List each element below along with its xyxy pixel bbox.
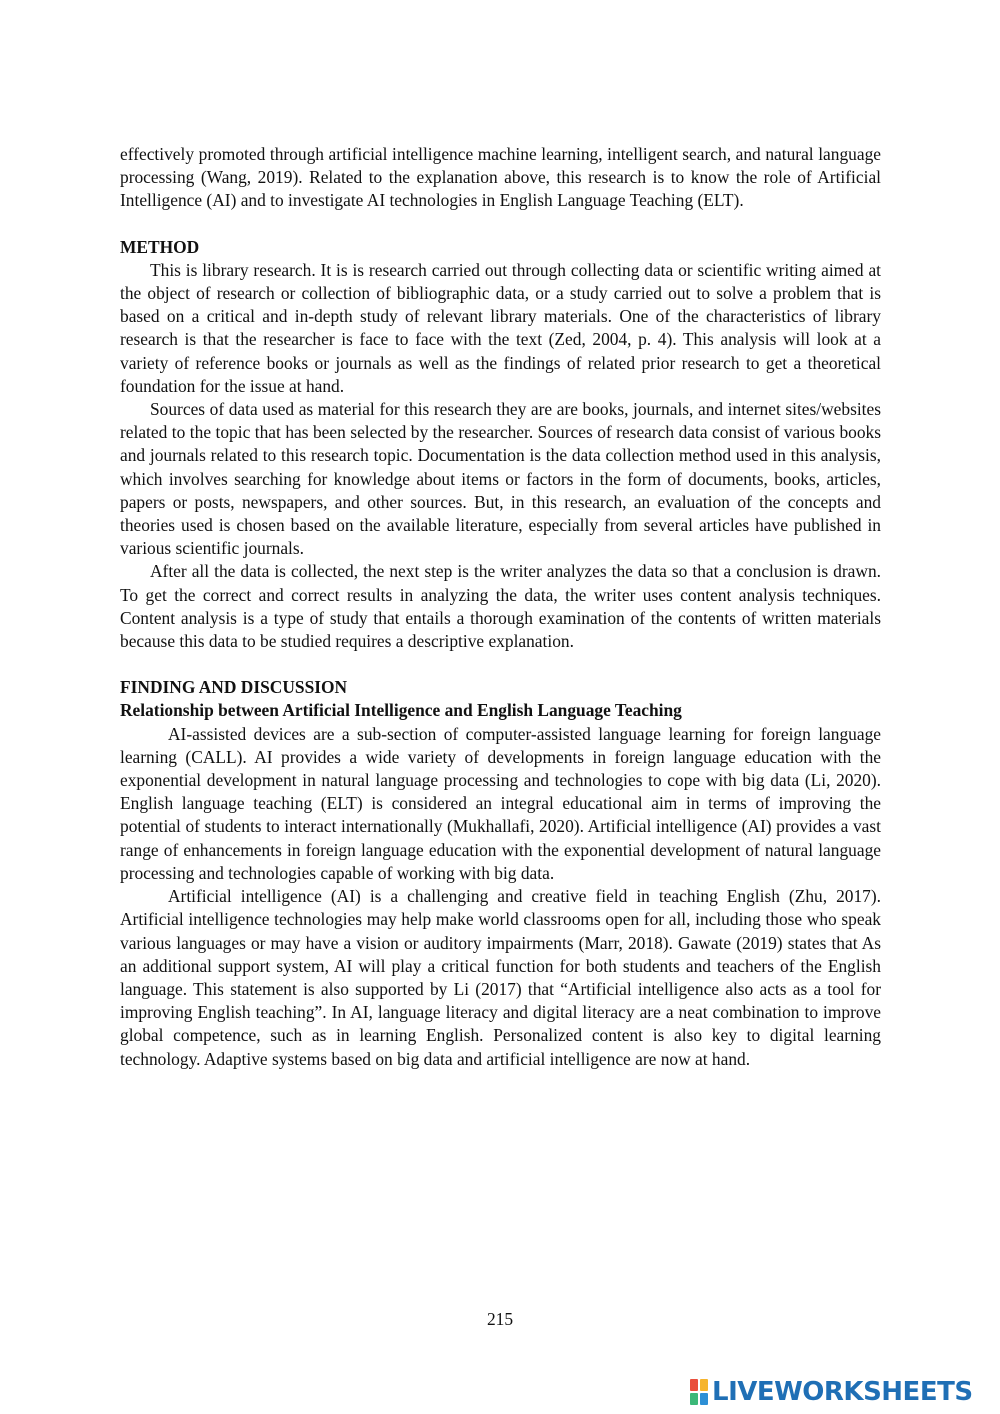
liveworksheets-brand[interactable] [690,1375,973,1409]
section-gap [120,213,881,236]
page-number: 215 [486,1309,514,1329]
method-paragraph-3: After all the data is collected, the next step is the writer analyzes the data so that a conclusion is drawn. To get the correct and correct results in analyzing the data, the writer uses content analysis techniques. Content analysis is a type of study that entails a thorough examination of the contents of written materials because this data to be studied requires a descriptive explanation. [120,561,881,652]
logo-square-red [690,1379,698,1391]
findings-subheading: Relationship between Artificial Intelligence and English Language Teaching [120,700,682,721]
section-gap [120,653,881,676]
method-heading: METHOD [120,236,200,257]
liveworksheets-logo-icon [690,1379,708,1405]
logo-square-yellow [700,1379,708,1391]
method-paragraph-1: This is library research. It is is research carried out through collecting data or scientific writing aimed at the object of research or collection of bibliographic data, or a study carried out to solve a problem that is based on a critical and in-depth study of relevant library materials. One of the characteristics of library research is that the researcher is face to face with the text (Zed, 2004, p. 4). This analysis will look at a variety of reference books or journals as well as the findings of related prior research to get a theoretical foundation for the issue at hand. [120,259,881,396]
findings-heading: FINDING AND DISCUSSION [120,677,348,698]
brand-text: LIVEWORKSHEETS [712,1377,973,1407]
document-body [120,143,881,1071]
intro-paragraph: effectively promoted through artificial intelligence machine learning, intelligent search, and natural language processing (Wang, 2019). Related to the explanation above, this research is to know the role of Artificial Intelligence (AI) and to investigate AI technologies in English Language Teaching (ELT). [120,144,881,211]
method-paragraph-2: Sources of data used as material for this research they are are books, journals, and internet sites/websites related to the topic that has been selected by the researcher. Sources of research data consist of various books and journals related to this research topic. Documentation is the data collection method used in this analysis, which involves searching for knowledge about items or factors in the form of documents, books, articles, papers or posts, newspapers, and other sources. But, in this research, an evaluation of the concepts and theories used is chosen based on the available literature, especially from several articles have published in various scientific journals. [120,399,881,559]
logo-square-blue [700,1393,708,1405]
logo-square-green [690,1393,698,1405]
findings-paragraph-1: AI-assisted devices are a sub-section of computer-assisted language learning for foreign language learning (CALL). AI provides a wide variety of developments in foreign language education with the exponential development in natural language processing and technologies to cope with big data (Li, 2020). English language teaching (ELT) is considered an integral educational aim in terms of improving the potential of students to interact internationally (Mukhallafi, 2020). Artificial intelligence (AI) provides a vast range of enhancements in foreign language education with the exponential development of natural language processing and technologies capable of working with big data. [120,723,881,883]
findings-paragraph-2: Artificial intelligence (AI) is a challenging and creative field in teaching English (Zhu, 2017). Artificial intelligence technologies may help make world classrooms open for all, including those who speak various languages or may have a vision or auditory impairments (Marr, 2018). Gawate (2019) states that As an additional support system, AI will play a critical function for both students and teachers of the English language. This statement is also supported by Li (2017) that “Artificial intelligence also acts as a tool for improving English teaching”. In AI, language literacy and digital literacy are a neat combination to improve global competence, such as in learning English. Personalized content is also key to digital learning technology. Adaptive systems based on big data and artificial intelligence are now at hand. [120,886,881,1069]
